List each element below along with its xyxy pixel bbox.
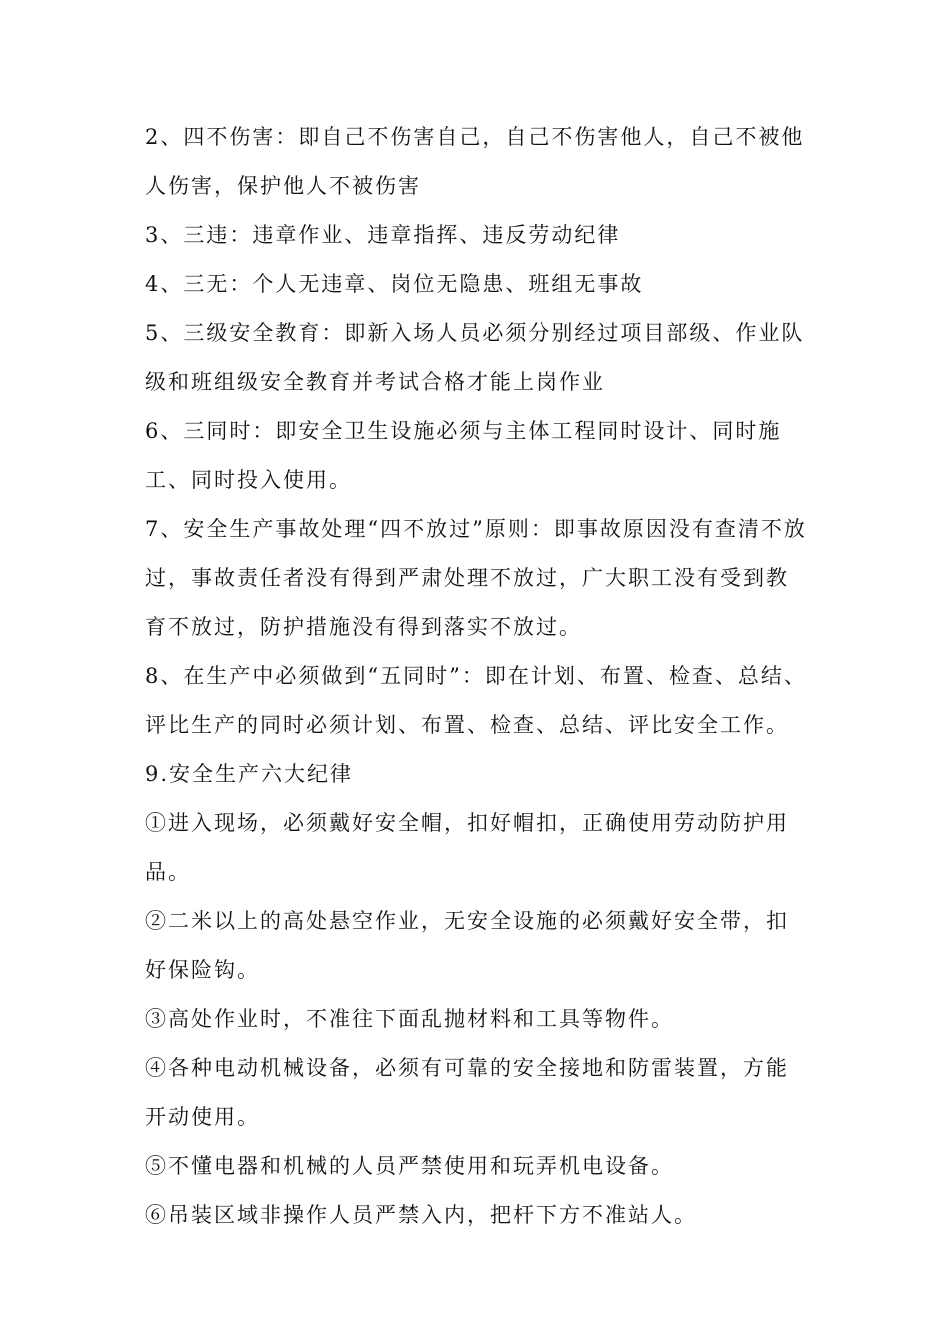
paragraph-three-simultaneous: 6、三同时：即安全卫生设施必须与主体工程同时设计、同时施工、同时投入使用。	[145, 419, 782, 492]
paragraph-three-violations: 3、三违：违章作业、违章指挥、违反劳动纪律	[145, 223, 621, 247]
paragraph-four-no-pass: 7、安全生产事故处理“四不放过”原则：即事故原因没有查清不放过，事故责任者没有得到严肃处理不放过，广大职工没有受到教育不放过，防护措施没有得到落实不放过。	[145, 517, 807, 639]
discipline-item-1: ①进入现场，必须戴好安全帽，扣好帽扣，正确使用劳动防护用品。	[145, 811, 789, 884]
paragraph-four-no-harm: 2、四不伤害：即自己不伤害自己，自己不伤害他人，自己不被他人伤害，保护他人不被伤害	[145, 125, 805, 198]
discipline-item-5: ⑤不懂电器和机械的人员严禁使用和玩弄机电设备。	[145, 1154, 674, 1178]
document-body	[145, 113, 810, 1240]
paragraph-three-level-education: 5、三级安全教育：即新入场人员必须分别经过项目部级、作业队级和班组级安全教育并考试合格才能上岗作业	[145, 321, 805, 394]
discipline-item-3: ③高处作业时，不准往下面乱抛材料和工具等物件。	[145, 1007, 674, 1031]
discipline-item-2: ②二米以上的高处悬空作业，无安全设施的必须戴好安全带，扣好保险钩。	[145, 909, 789, 982]
paragraph-five-simultaneous: 8、在生产中必须做到“五同时”：即在计划、布置、检查、总结、评比生产的同时必须计划、布置、检查、总结、评比安全工作。	[145, 664, 807, 737]
section-heading-six-disciplines: 9.安全生产六大纪律	[145, 762, 354, 786]
discipline-item-4: ④各种电动机械设备，必须有可靠的安全接地和防雷装置，方能开动使用。	[145, 1056, 789, 1129]
discipline-item-6: ⑥吊装区域非操作人员严禁入内，把杆下方不准站人。	[145, 1203, 697, 1227]
paragraph-three-nones: 4、三无：个人无违章、岗位无隐患、班组无事故	[145, 272, 644, 296]
